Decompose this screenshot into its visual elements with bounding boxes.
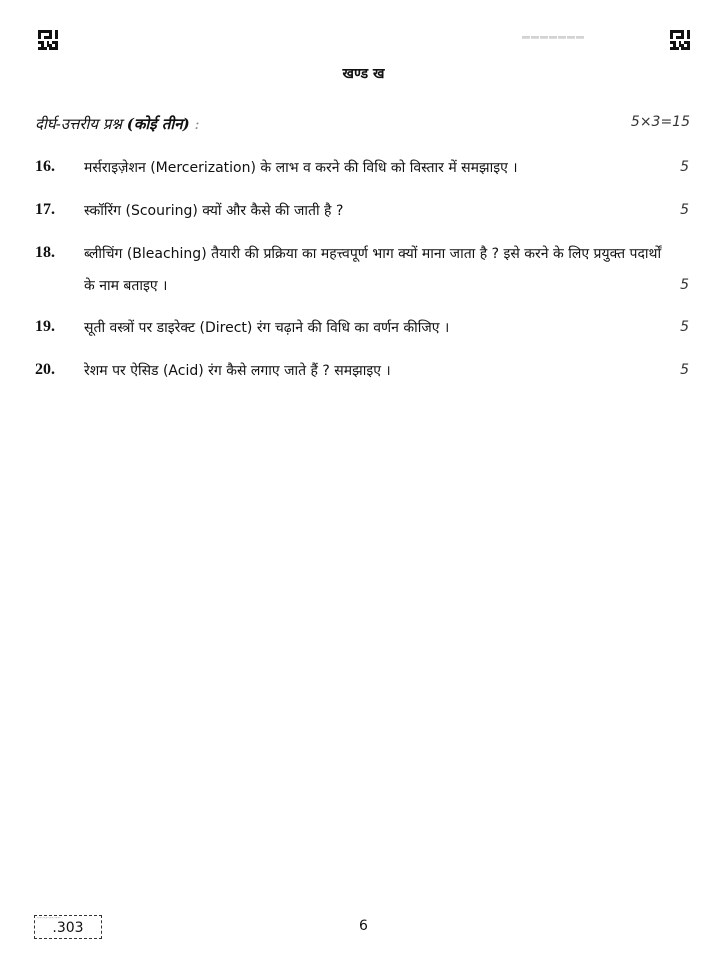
qr-code-right — [670, 30, 690, 50]
question-text: ब्लीचिंग (Bleaching) तैयारी की प्रक्रिया का महत्त्वपूर्ण भाग क्यों माना जाता है ? इसे करने के लिए प्रयुक्त पदार्थों के नाम बताइए । — [84, 246, 662, 294]
instruction-prefix: दीर्घ-उत्तरीय प्रश्न — [35, 115, 127, 133]
section-title: खण्ड ख — [342, 66, 385, 82]
section-marks-total: 5×3=15 — [630, 114, 690, 130]
instruction-choice: (कोई तीन) — [126, 115, 190, 133]
question-text: मर्सराइज़ेशन (Mercerization) के लाभ व करने की विधि को विस्तार में समझाइए । — [84, 160, 518, 176]
section-instruction — [35, 114, 200, 134]
paper-code-microtext: |||||||| |||||||| |||||||| |||||||| — [37, 917, 61, 919]
question-number: 16. — [35, 158, 55, 175]
question-marks: 5 — [680, 319, 689, 335]
question-marks: 5 — [680, 202, 689, 218]
question-text: स्कॉरिंग (Scouring) क्यों और कैसे की जाती है ? — [84, 203, 344, 219]
question-number: 18. — [35, 244, 55, 261]
question-text: सूती वस्त्रों पर डाइरेक्ट (Direct) रंग चढ़ाने की विधि का वर्णन कीजिए । — [84, 320, 450, 336]
instruction-suffix: : — [189, 115, 200, 133]
question-number: 17. — [35, 201, 55, 218]
question-marks: 5 — [680, 159, 689, 175]
question-marks: 5 — [680, 362, 689, 378]
qr-code-left — [38, 30, 58, 50]
question-marks: 5 — [680, 277, 689, 293]
question-number: 20. — [35, 361, 55, 378]
qr-module — [687, 47, 690, 50]
question-text: रेशम पर ऐसिड (Acid) रंग कैसे लगाए जाते हैं ? समझाइए । — [84, 363, 391, 379]
qr-module — [55, 47, 58, 50]
page-number: 6 — [359, 918, 368, 934]
paper-code: .303 — [52, 920, 84, 936]
header-microtext: |||||||| |||||||| |||||||| |||||||| |||||||| |||||||| |||||||| — [522, 35, 585, 39]
question-number: 19. — [35, 318, 55, 335]
